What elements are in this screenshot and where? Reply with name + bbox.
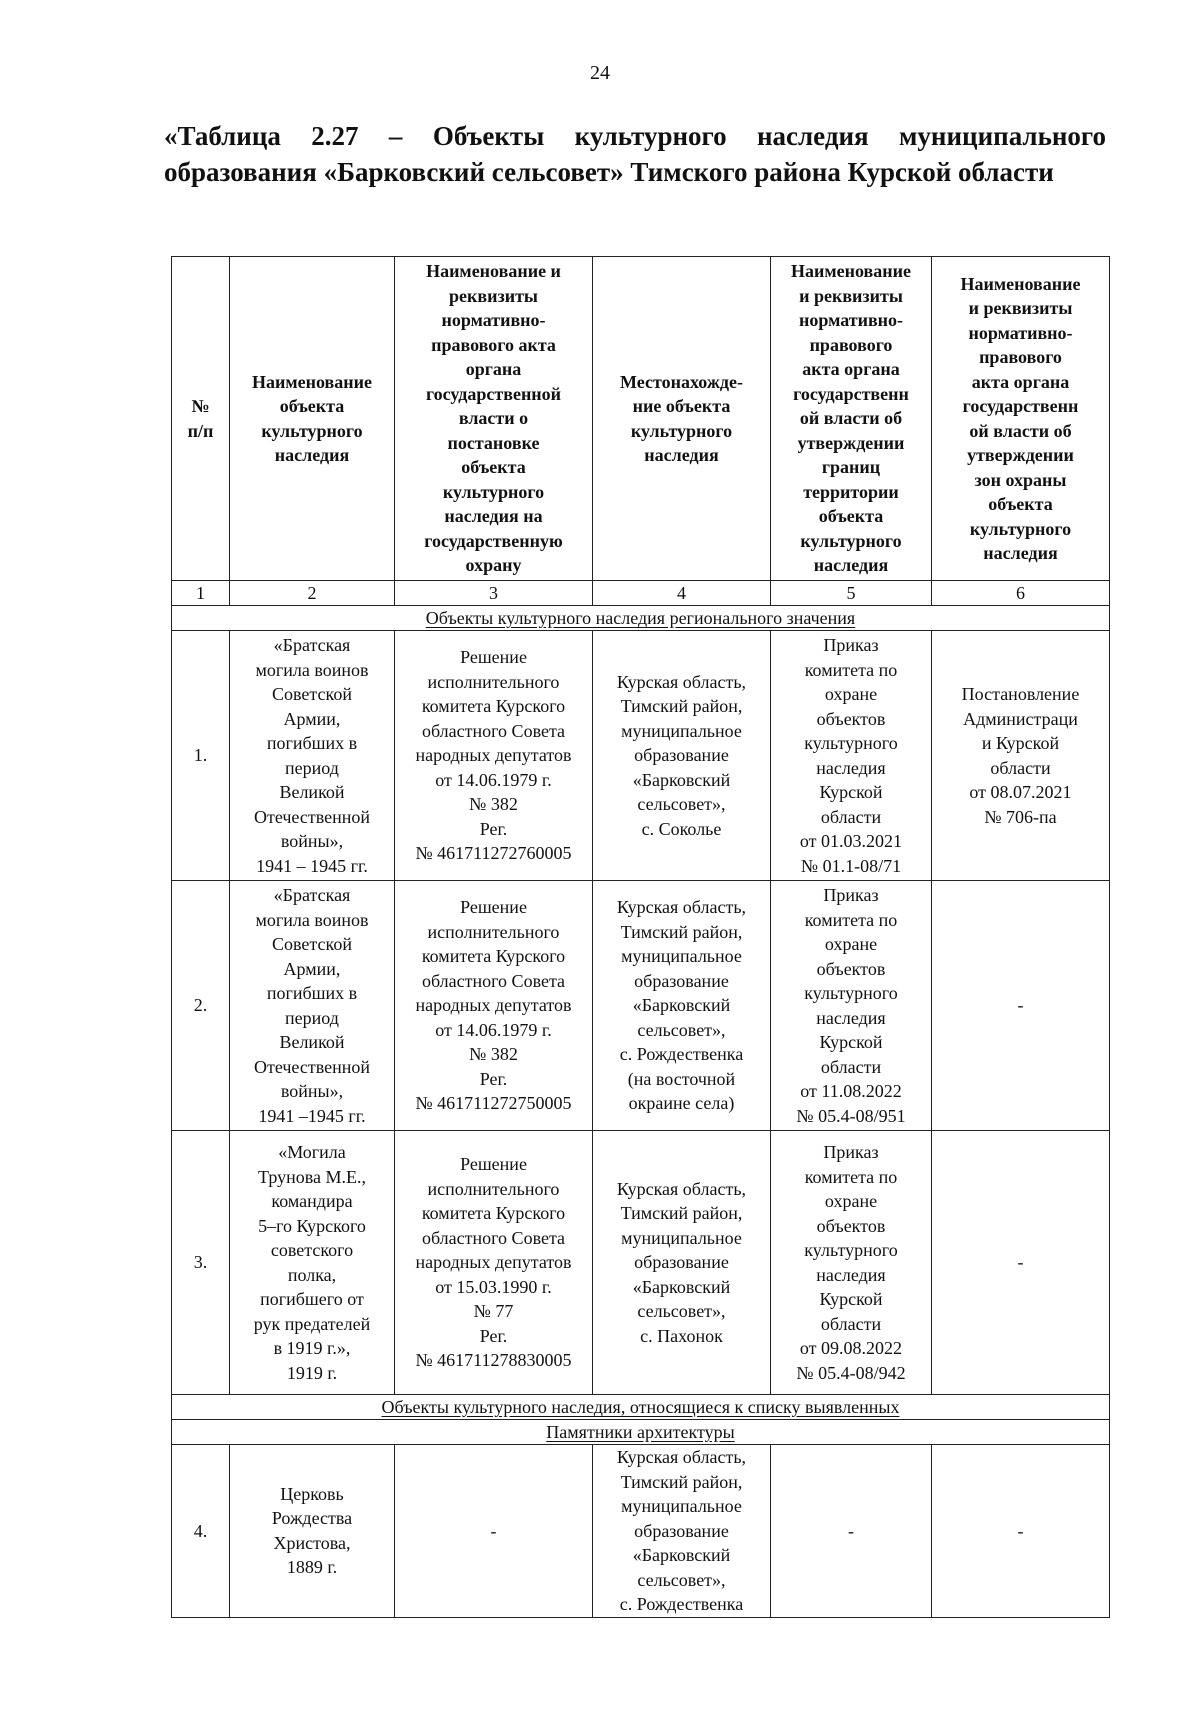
column-number: 1: [172, 581, 230, 606]
cell-line: № 382: [469, 794, 518, 815]
table-row: [172, 881, 1110, 1131]
cell-line: погибших в: [266, 983, 358, 1003]
cell-line: от 09.08.2022: [799, 1338, 903, 1358]
cell-line: в 1919 г.»,: [273, 1338, 351, 1358]
cell-line: исполнительного: [427, 921, 560, 942]
cell-line: п/п: [187, 420, 214, 441]
cell-line: от 14.06.1979 г.: [435, 1019, 552, 1040]
cell-line: исполнительного: [427, 1178, 560, 1199]
cell-line: Тимский район,: [620, 1203, 743, 1224]
cell-line: № 706-па: [984, 806, 1057, 827]
cell-line: культурного: [442, 481, 545, 502]
cell-line: культурного: [800, 530, 902, 551]
cell-line: органа: [465, 359, 522, 380]
cell-line: Курская область,: [616, 671, 747, 692]
cell-protection-act: [395, 881, 593, 1131]
cell-line: Отечественной: [253, 1056, 371, 1077]
cell-line: с. Пахонок: [640, 1325, 723, 1346]
cell-line: Постановление: [961, 684, 1080, 704]
cell-line: «Барковский: [632, 1545, 731, 1565]
cell-line: муниципальное: [621, 946, 742, 967]
cell-line: культурного: [969, 518, 1072, 539]
cell-line: «Барковский: [632, 1276, 731, 1297]
cell-line: «Братская: [273, 635, 351, 655]
cell-line: области: [820, 1056, 882, 1077]
cell-line: комитета по: [804, 909, 898, 930]
cell-line: 1941 – 1945 гг.: [256, 855, 368, 876]
cell-line: территории: [803, 481, 899, 502]
cell-line: областного Совета: [421, 720, 566, 741]
cell-line: Рег.: [479, 818, 508, 839]
cell-line: объектов: [816, 708, 886, 729]
cell-line: Тимский район,: [620, 921, 743, 942]
cell-line: комитета Курского: [421, 946, 566, 967]
header-row: [172, 257, 1110, 581]
cell-line: Решение: [460, 897, 527, 918]
section-row-identified: [172, 1395, 1110, 1420]
cell-line: наследия: [816, 1264, 886, 1285]
cell-line: народных депутатов: [415, 995, 572, 1016]
cell-line: народных депутатов: [415, 745, 572, 766]
table-title: «Таблица 2.27 – Объекты культурного наследия муниципального образования «Барковский сельсовет» Тимского района Курской области: [164, 121, 1106, 187]
cell-line: наследия: [816, 1007, 886, 1028]
cell-line: № 461711278830005: [415, 1350, 572, 1371]
cell-line: государственн: [793, 383, 909, 404]
cell-line: Курская область,: [616, 1178, 747, 1199]
cell-protection-act: [395, 1131, 593, 1395]
cell-line: -: [1017, 1520, 1024, 1541]
cell-location: [593, 631, 771, 881]
cell-line: Курской: [819, 1032, 883, 1052]
cell-object-name: [230, 1131, 395, 1395]
cell-line: Администраци: [963, 708, 1078, 729]
cell-line: областного Совета: [421, 1227, 566, 1248]
cell-line: комитета по: [804, 1166, 898, 1187]
cell-line: могила воинов: [255, 909, 369, 930]
cell-line: 1919 г.: [286, 1362, 338, 1383]
column-number: 6: [932, 581, 1110, 606]
cell-number: 2.: [172, 881, 230, 1131]
cell-line: «Барковский: [632, 995, 731, 1016]
cell-borders-act: [771, 1131, 932, 1395]
cell-line: Рег.: [479, 1325, 508, 1346]
cell-line: от 11.08.2022: [800, 1081, 902, 1101]
cell-line: № 05.4-08/942: [796, 1362, 906, 1383]
cell-line: Курской: [819, 782, 883, 802]
cell-object-name: [230, 1445, 395, 1618]
section-heading: [172, 1395, 1110, 1420]
cell-line: наследия: [274, 445, 350, 465]
column-number: 2: [230, 581, 395, 606]
cell-line: ой власти об: [799, 408, 903, 429]
cell-line: образование: [634, 1520, 729, 1541]
cell-line: -: [490, 1520, 497, 1541]
cell-zones-act: [932, 631, 1110, 881]
cell-location: [593, 881, 771, 1131]
cell-line: государственной: [425, 383, 562, 404]
cell-line: 5–го Курского: [258, 1215, 366, 1236]
cell-line: Великой: [279, 782, 345, 802]
cell-line: рук предателей: [253, 1313, 371, 1334]
cell-line: могила воинов: [255, 659, 369, 680]
cell-line: наследия: [813, 555, 889, 576]
column-number: 4: [593, 581, 771, 606]
cell-line: «Могила: [278, 1142, 346, 1162]
cell-zones-act: [932, 1131, 1110, 1395]
cell-line: погибших в: [266, 733, 358, 753]
cell-line: полка,: [287, 1264, 337, 1285]
cell-borders-act: [771, 881, 932, 1131]
cell-line: командира: [271, 1191, 353, 1211]
cell-line: постановке: [447, 432, 540, 453]
cell-location: [593, 1445, 771, 1618]
cell-protection-act: [395, 1445, 593, 1618]
cell-line: Курская область,: [616, 897, 747, 918]
cell-object-name: [230, 631, 395, 881]
subsection-row-architecture: [172, 1420, 1110, 1445]
cell-line: Приказ: [823, 885, 879, 905]
cell-line: погибшего от: [260, 1289, 364, 1309]
cell-line: государственную: [424, 530, 563, 551]
cell-line: образование: [634, 970, 729, 991]
cell-line: объектов: [816, 958, 886, 979]
cell-line: войны»,: [280, 831, 344, 851]
cell-line: охране: [824, 1191, 878, 1211]
subsection-heading: [172, 1420, 1110, 1445]
cell-line: от 14.06.1979 г.: [435, 769, 552, 790]
cell-line: Трунова М.Е.,: [258, 1166, 366, 1187]
header-col-object-name: [230, 257, 395, 581]
subsection-heading-text: Памятники архитектуры: [546, 1422, 735, 1442]
column-number: 5: [771, 581, 932, 606]
cell-line: Армии,: [283, 708, 341, 729]
cell-line: 1889 г.: [286, 1557, 338, 1578]
header-col-number: [172, 257, 230, 581]
cell-number: 3.: [172, 1131, 230, 1395]
cell-line: Отечественной: [253, 806, 371, 827]
cell-line: окраине села): [628, 1093, 735, 1114]
cell-line: сельсовет»,: [637, 1019, 726, 1040]
cell-line: правового акта: [431, 334, 556, 355]
cell-line: наследия на: [444, 506, 543, 527]
cell-line: от 08.07.2021: [969, 782, 1072, 802]
cell-line: акта органа: [971, 371, 1070, 392]
cell-line: Наименование: [791, 261, 911, 282]
cell-line: от 01.03.2021: [799, 831, 903, 851]
cell-line: Курской: [819, 1289, 883, 1309]
cell-line: Решение: [460, 647, 527, 668]
page-number: 24: [590, 62, 610, 84]
cell-line: комитета по: [804, 659, 898, 680]
cell-line: образование: [634, 1252, 729, 1273]
cell-line: Советской: [272, 934, 352, 954]
cell-line: Приказ: [823, 1142, 879, 1162]
cell-line: период: [285, 757, 339, 778]
cell-line: муниципальное: [621, 1496, 742, 1516]
cell-line: акта органа: [802, 359, 900, 380]
cell-line: № 01.1-08/71: [800, 855, 902, 876]
cell-line: № 461711272750005: [415, 1093, 572, 1114]
cell-line: объектов: [816, 1215, 886, 1236]
cell-line: наследия: [983, 543, 1058, 563]
cell-line: войны»,: [280, 1081, 344, 1101]
cell-line: -: [848, 1520, 854, 1541]
cell-line: области: [820, 806, 882, 827]
cell-line: Местонахожде-: [620, 371, 743, 392]
cell-line: культурного: [804, 1240, 898, 1260]
cell-line: Великой: [279, 1032, 345, 1052]
cell-line: Тимский район,: [620, 1471, 743, 1492]
column-number: 3: [395, 581, 593, 606]
cell-line: № 461711272760005: [415, 843, 572, 864]
cell-line: правового: [979, 347, 1062, 367]
cell-line: правового: [809, 334, 893, 355]
cell-line: и Курской: [981, 733, 1060, 753]
cell-line: муниципальное: [621, 720, 742, 741]
table-row: [172, 631, 1110, 881]
cell-line: и реквизиты: [968, 298, 1073, 318]
cell-location: [593, 1131, 771, 1395]
cell-line: комитета Курского: [421, 1203, 566, 1224]
cell-protection-act: [395, 631, 593, 881]
cell-line: советского: [270, 1240, 354, 1260]
cell-number: 1.: [172, 631, 230, 881]
cell-line: от 15.03.1990 г.: [435, 1276, 552, 1297]
cell-line: утверждении: [967, 445, 1074, 465]
cell-line: Армии,: [283, 958, 341, 979]
cell-line: объекта: [818, 506, 884, 527]
section-heading-text: Объекты культурного наследия регионального значения: [425, 608, 856, 628]
cell-line: муниципальное: [621, 1227, 742, 1248]
cell-line: объекта: [461, 457, 526, 478]
cell-line: области: [820, 1313, 882, 1334]
column-number-row: [172, 581, 1110, 606]
cell-line: Рождества: [271, 1508, 353, 1529]
cell-line: наследия: [644, 445, 719, 465]
cell-line: Наименование и: [426, 261, 561, 282]
cell-line: ние объекта: [632, 396, 731, 416]
cell-line: № 05.4-08/951: [796, 1105, 906, 1126]
cell-line: народных депутатов: [415, 1252, 572, 1273]
header-col-protection-zones-act: [932, 257, 1110, 581]
cell-line: Приказ: [823, 635, 879, 655]
cell-object-name: [230, 881, 395, 1131]
cell-line: «Барковский: [632, 769, 731, 790]
cell-line: областного Совета: [421, 970, 566, 991]
cell-line: культурного: [261, 420, 363, 441]
cell-line: период: [285, 1007, 339, 1028]
cell-line: № 77: [473, 1301, 514, 1322]
cell-line: исполнительного: [427, 671, 560, 692]
cell-line: комитета Курского: [421, 696, 566, 717]
cell-line: культурного: [630, 420, 733, 441]
header-col-territory-borders-act: [771, 257, 932, 581]
cell-zones-act: [932, 1445, 1110, 1618]
cell-line: «Братская: [273, 885, 351, 905]
cell-line: нормативно-: [441, 310, 546, 331]
cell-line: с. Соколье: [641, 818, 722, 839]
cell-line: нормативно-: [968, 322, 1073, 343]
cell-line: границ: [821, 457, 881, 478]
cell-borders-act: [771, 631, 932, 881]
cell-line: зон охраны: [974, 469, 1067, 490]
section-heading-text: Объекты культурного наследия, относящиеся к списку выявленных: [381, 1397, 900, 1417]
cell-line: Христова,: [273, 1532, 351, 1553]
section-row-regional: [172, 606, 1110, 631]
cell-line: сельсовет»,: [637, 1301, 726, 1322]
cell-line: утверждении: [797, 432, 905, 453]
table-row: [172, 1131, 1110, 1395]
cell-line: (на восточной: [627, 1068, 736, 1089]
cell-line: Наименование: [252, 371, 372, 392]
cell-line: ой власти об: [969, 420, 1072, 441]
cell-line: с. Рождественка: [619, 1594, 744, 1614]
header-col-protection-act: [395, 257, 593, 581]
cell-line: государственн: [962, 396, 1079, 416]
cell-line: №: [191, 396, 210, 416]
cell-line: власти о: [458, 408, 529, 429]
cell-line: нормативно-: [798, 310, 904, 331]
cell-number: 4.: [172, 1445, 230, 1618]
cell-line: Решение: [460, 1154, 527, 1175]
cell-line: с. Рождественка: [619, 1044, 744, 1065]
cell-line: Тимский район,: [620, 696, 743, 717]
cell-line: реквизиты: [449, 285, 538, 306]
table-row: [172, 1445, 1110, 1618]
cell-line: Наименование: [960, 273, 1081, 294]
section-heading: [172, 606, 1110, 631]
cell-line: № 382: [469, 1044, 518, 1065]
cell-line: -: [1017, 995, 1024, 1016]
cell-line: 1941 –1945 гг.: [258, 1105, 366, 1126]
cell-line: охрану: [465, 555, 522, 576]
cell-borders-act: [771, 1445, 932, 1618]
cell-line: охране: [824, 934, 878, 954]
heritage-objects-table: [171, 256, 1110, 1618]
cell-line: образование: [634, 745, 729, 766]
cell-line: и реквизиты: [799, 285, 903, 306]
cell-line: -: [1017, 1252, 1024, 1273]
cell-line: культурного: [804, 733, 898, 753]
header-col-location: [593, 257, 771, 581]
cell-line: Церковь: [280, 1483, 344, 1504]
cell-line: охране: [824, 684, 878, 704]
cell-line: культурного: [804, 983, 898, 1003]
cell-line: наследия: [816, 757, 886, 778]
cell-zones-act: [932, 881, 1110, 1131]
cell-line: Советской: [272, 684, 352, 704]
cell-line: сельсовет»,: [637, 794, 726, 815]
cell-line: объекта: [988, 494, 1053, 514]
cell-line: сельсовет»,: [637, 1569, 726, 1590]
cell-line: объекта: [279, 396, 345, 416]
cell-line: области: [990, 757, 1051, 778]
cell-line: Рег.: [479, 1068, 508, 1089]
cell-line: Курская область,: [616, 1447, 747, 1467]
